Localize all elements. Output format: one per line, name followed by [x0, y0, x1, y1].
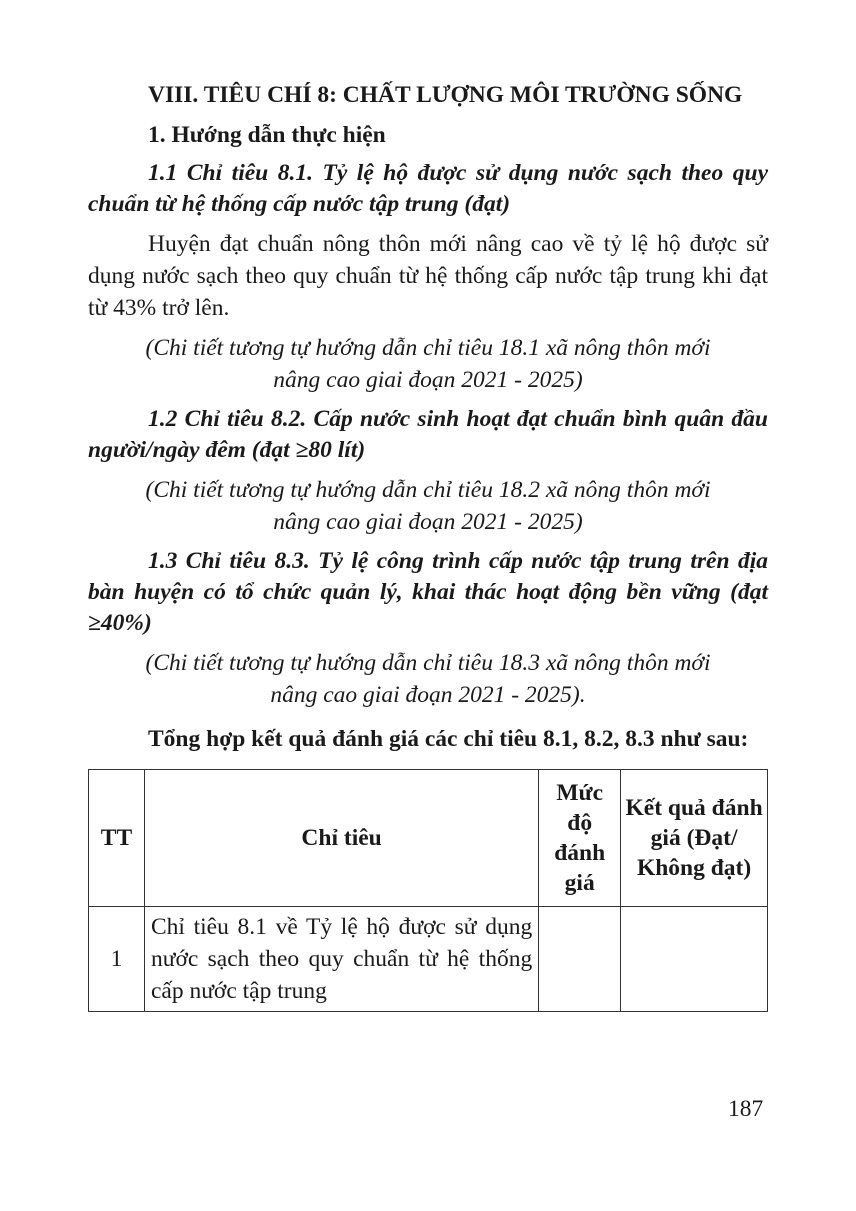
indicator-3-note [88, 647, 768, 711]
indicator-1-body: Huyện đạt chuẩn nông thôn mới nâng cao về tỷ lệ hộ được sử dụng nước sạch theo quy chuẩn từ hệ thống cấp nước tập trung khi đạt từ 43% trở lên. [88, 231, 768, 321]
page-number: 187 [728, 1096, 764, 1122]
table-row [89, 907, 768, 1012]
note-line: (Chi tiết tương tự hướng dẫn chỉ tiêu 18.2 xã nông thôn mới [145, 477, 711, 503]
row-result [621, 907, 768, 1012]
indicator-2-heading: 1.2 Chỉ tiêu 8.2. Cấp nước sinh hoạt đạt chuẩn bình quân đầu người/ngày đêm (đạt ≥80 lít) [88, 406, 768, 463]
note-line: (Chi tiết tương tự hướng dẫn chỉ tiêu 18.3 xã nông thôn mới [145, 650, 711, 676]
header-result: Kết quả đánh giá (Đạt/ Không đạt) [621, 770, 768, 907]
summary-text: Tổng hợp kết quả đánh giá các chỉ tiêu 8.1, 8.2, 8.3 như sau: [148, 726, 749, 752]
indicator-1-note [88, 332, 768, 396]
note-line: nâng cao giai đoạn 2021 - 2025) [273, 367, 583, 393]
indicator-1-heading: 1.1 Chỉ tiêu 8.1. Tỷ lệ hộ được sử dụng nước sạch theo quy chuẩn từ hệ thống cấp nước tập trung (đạt) [88, 160, 768, 217]
note-line: nâng cao giai đoạn 2021 - 2025). [270, 682, 586, 708]
guide-title: 1. Hướng dẫn thực hiện [148, 122, 386, 148]
header-indicator: Chỉ tiêu [144, 770, 538, 907]
document-page [88, 78, 768, 1012]
section-title: VIII. TIÊU CHÍ 8: CHẤT LƯỢNG MÔI TRƯỜNG SỐNG [148, 82, 743, 108]
row-indicator: Chỉ tiêu 8.1 về Tỷ lệ hộ được sử dụng nước sạch theo quy chuẩn từ hệ thống cấp nước tập trung [144, 907, 538, 1012]
indicator-3-heading: 1.3 Chỉ tiêu 8.3. Tỷ lệ công trình cấp nước tập trung trên địa bàn huyện có tổ chức quản lý, khai thác hoạt động bền vững (đạt ≥40%) [88, 548, 768, 636]
header-level: Mức độ đánh giá [539, 770, 621, 907]
table-header-row [89, 770, 768, 907]
row-tt: 1 [89, 907, 145, 1012]
evaluation-table [88, 769, 768, 1012]
row-level [539, 907, 621, 1012]
indicator-2-note [88, 474, 768, 538]
note-line: nâng cao giai đoạn 2021 - 2025) [273, 509, 583, 535]
header-tt: TT [89, 770, 145, 907]
note-line: (Chi tiết tương tự hướng dẫn chỉ tiêu 18.1 xã nông thôn mới [145, 335, 711, 361]
